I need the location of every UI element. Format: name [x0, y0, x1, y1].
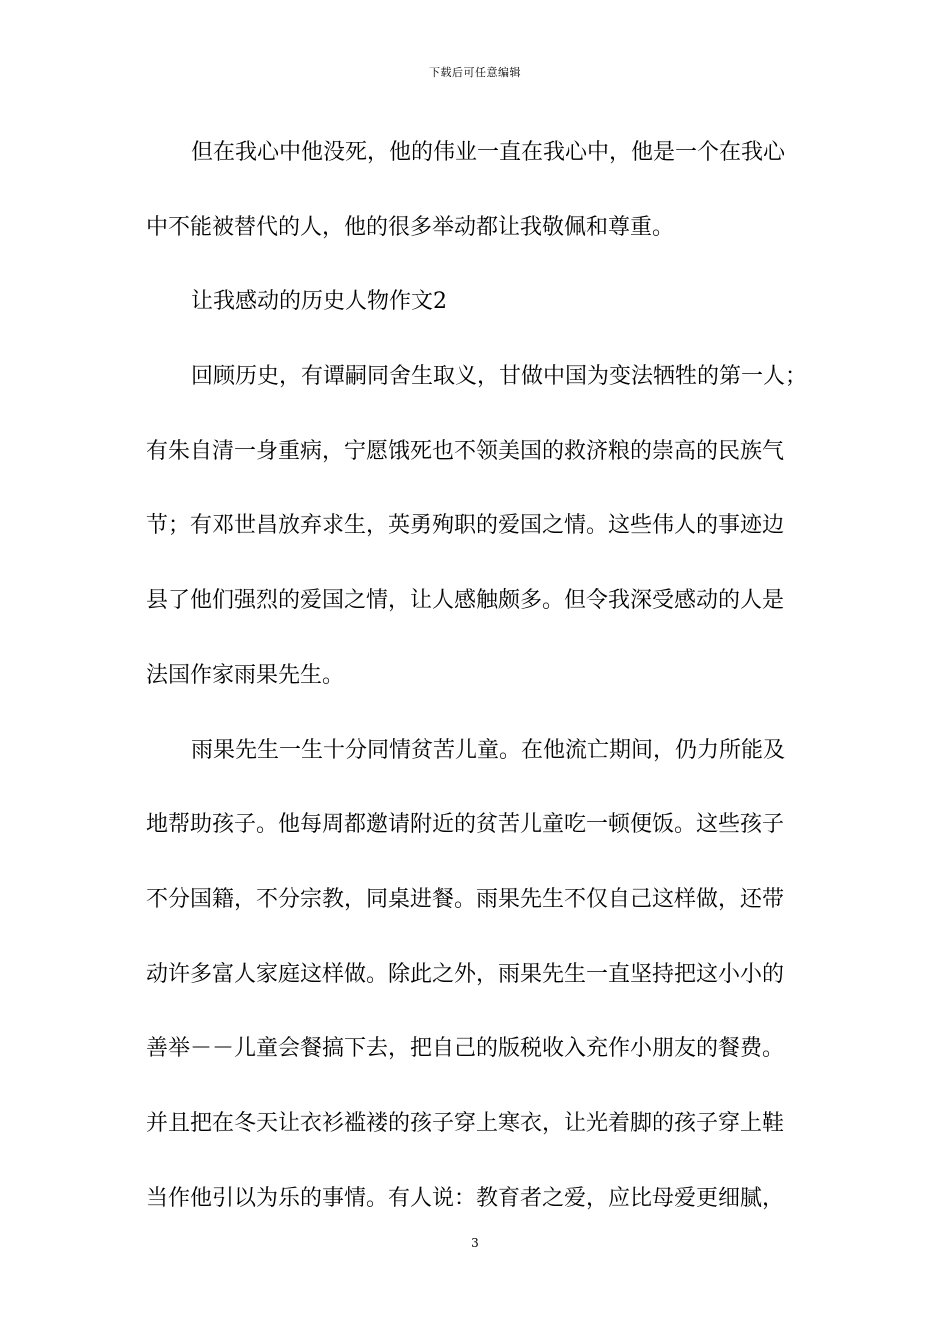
page-header: 下载后可任意编辑	[429, 66, 521, 79]
paragraph-line: 不分国籍，不分宗教，同桌进餐。雨果先生不仅自己这样做，还带	[146, 886, 785, 912]
paragraph-line: 回顾历史，有谭嗣同舍生取义，甘做中国为变法牺牲的第一人；	[191, 364, 808, 390]
document-body	[146, 128, 810, 1248]
paragraph-line: 节；有邓世昌放弃求生，英勇殉职的爱国之情。这些伟人的事迹边	[146, 513, 785, 539]
paragraph-line: 雨果先生一生十分同情贫苦儿童。在他流亡期间，仍力所能及	[191, 737, 786, 763]
page-number: 3	[471, 1236, 479, 1250]
paragraph-line: 善举－－儿童会餐搞下去，把自己的版税收入充作小朋友的餐费。	[146, 1036, 785, 1062]
paragraph-line: 地帮助孩子。他每周都邀请附近的贫苦儿童吃一顿便饭。这些孩子	[146, 812, 785, 838]
paragraph-line: 县了他们强烈的爱国之情，让人感触颇多。但令我深受感动的人是	[146, 588, 785, 614]
paragraph-line: 并且把在冬天让衣衫褴褛的孩子穿上寒衣，让光着脚的孩子穿上鞋	[146, 1110, 785, 1136]
section-heading: 让我感动的历史人物作文2	[191, 289, 447, 315]
paragraph-line: 当作他引以为乐的事情。有人说：教育者之爱，应比母爱更细腻，	[146, 1185, 785, 1211]
paragraph-line: 中不能被替代的人，他的很多举动都让我敬佩和尊重。	[146, 214, 675, 240]
paragraph-line: 法国作家雨果先生。	[146, 662, 345, 688]
paragraph-line: 有朱自清一身重病，宁愿饿死也不领美国的救济粮的崇高的民族气	[146, 438, 785, 464]
paragraph-line: 但在我心中他没死，他的伟业一直在我心中，他是一个在我心	[191, 140, 786, 165]
paragraph-line: 动许多富人家庭这样做。除此之外，雨果先生一直坚持把这小小的	[146, 961, 785, 987]
